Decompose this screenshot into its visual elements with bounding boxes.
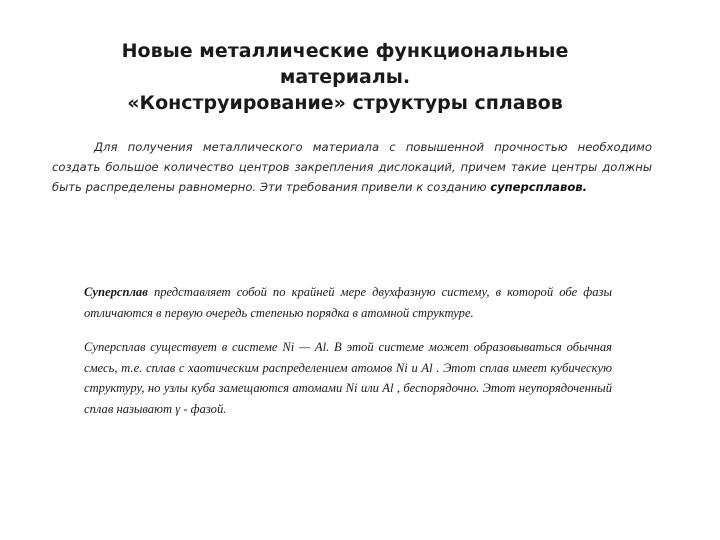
intro-paragraph <box>52 137 652 197</box>
title-line: Новые металлические функциональные <box>121 40 569 62</box>
definition-block <box>84 282 612 433</box>
ni-al-paragraph: Суперсплав существует в системе Ni — Al. В этой системе может образовываться обычная смесь, т.е. сплав с хаотическим распределением атомов Ni и Al . Этот сплав имеет кубическую структуру, но узлы куба замещаются атомами Ni или Al , беспорядочно. Этот неупорядоченный сплав называют γ - фазой. <box>84 340 612 416</box>
intro-term: суперсплавов <box>490 180 583 194</box>
intro-period: . <box>582 180 588 194</box>
slide-title <box>60 38 630 116</box>
definition-paragraph <box>84 282 612 323</box>
title-line: «Конструирование» структуры сплавов <box>127 92 563 114</box>
definition-term: Суперсплав <box>84 285 148 299</box>
definition-text: представляет собой по крайней мере двухфазную систему, в которой обе фазы отличаются в первую очередь степенью порядка в атомной структуре. <box>84 285 612 320</box>
title-line: материалы. <box>279 66 411 88</box>
intro-text: Для получения металлического материала с повышенной прочностью необходимо создать большое количество центров закрепления дислокаций, причем такие центры должны быть распределены равномерно. Эти требования привели к созданию <box>52 140 652 194</box>
